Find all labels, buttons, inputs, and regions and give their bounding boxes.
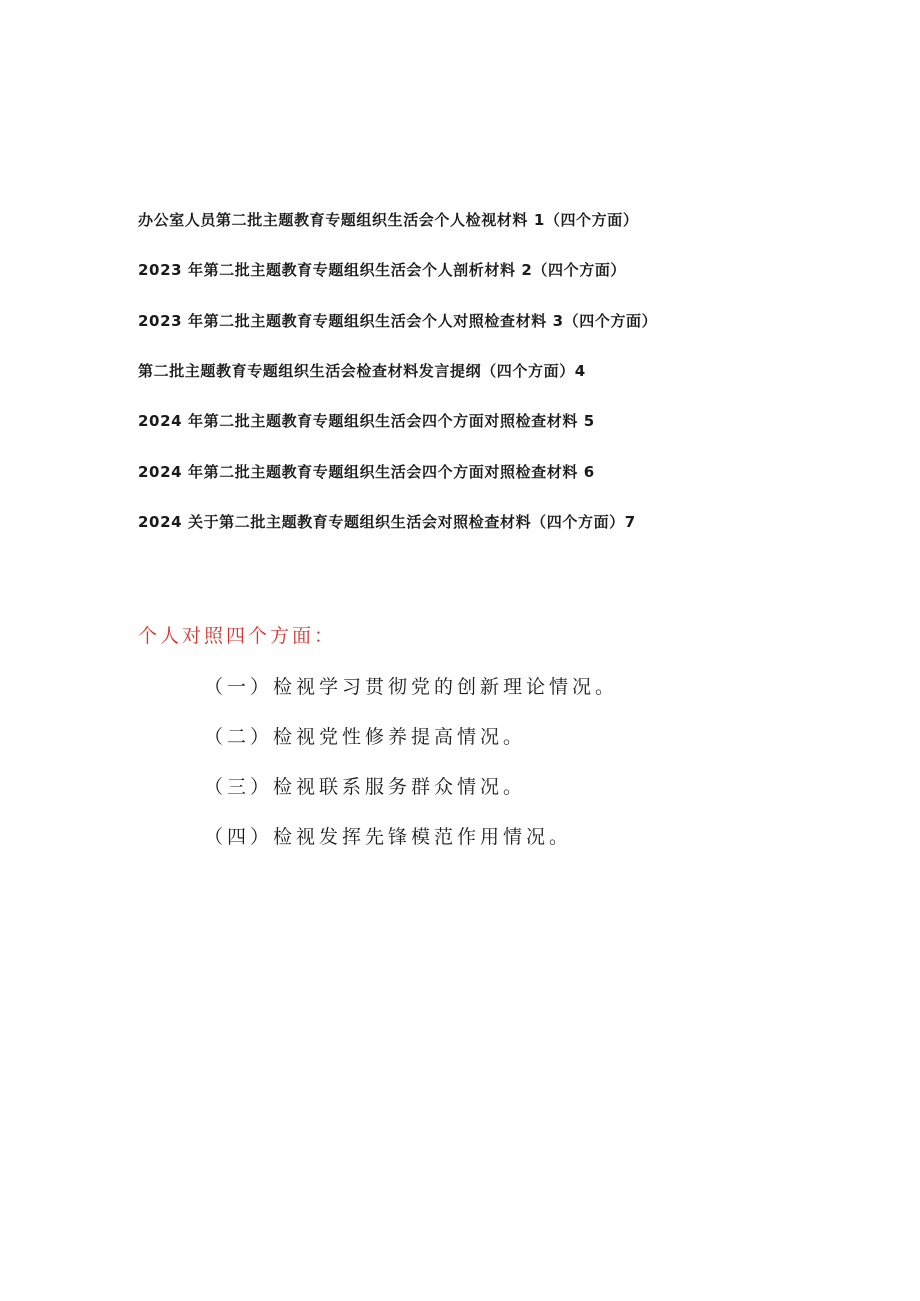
section-heading: 个人对照四个方面： — [138, 625, 337, 647]
toc-item-1: 办公室人员第二批主题教育专题组织生活会个人检视材料 1（四个方面） — [138, 211, 639, 229]
toc-item-2: 2023 年第二批主题教育专题组织生活会个人剖析材料 2（四个方面） — [138, 261, 627, 279]
aspect-item-2: （二）检视党性修养提高情况。 — [204, 726, 527, 748]
toc-item-5: 2024 年第二批主题教育专题组织生活会四个方面对照检查材料 5 — [138, 412, 595, 430]
toc-item-3: 2023 年第二批主题教育专题组织生活会个人对照检查材料 3（四个方面） — [138, 312, 658, 330]
aspect-item-1: （一）检视学习贯彻党的创新理论情况。 — [204, 676, 619, 698]
aspect-item-3: （三）检视联系服务群众情况。 — [204, 776, 527, 798]
toc-item-4: 第二批主题教育专题组织生活会检查材料发言提纲（四个方面）4 — [138, 362, 586, 380]
toc-item-7: 2024 关于第二批主题教育专题组织生活会对照检查材料（四个方面）7 — [138, 513, 636, 531]
toc-item-6: 2024 年第二批主题教育专题组织生活会四个方面对照检查材料 6 — [138, 463, 595, 481]
aspect-item-4: （四）检视发挥先锋模范作用情况。 — [204, 826, 573, 848]
